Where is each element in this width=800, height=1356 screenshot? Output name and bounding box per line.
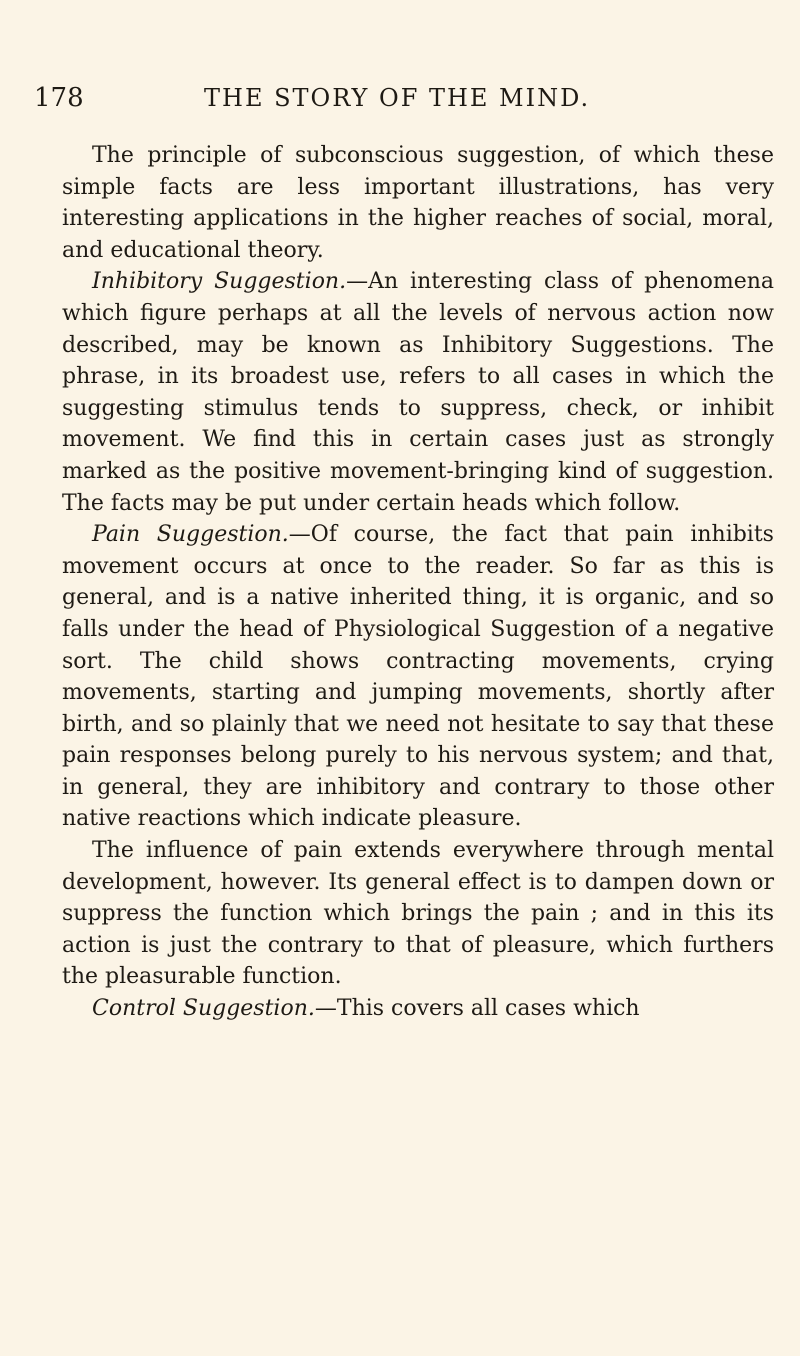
running-head-title: THE STORY OF THE MIND. — [204, 84, 591, 112]
section-heading-pain-suggestion: Pain Suggestion. — [92, 522, 289, 548]
page-number: 178 — [34, 83, 84, 113]
body-text — [62, 140, 774, 1025]
section-heading-control-suggestion: Control Suggestion. — [92, 996, 315, 1022]
paragraph-text: —This covers all cases which — [314, 996, 640, 1022]
paragraph-control-suggestion — [62, 993, 774, 1025]
paragraph-text: —An interesting class of phenomena which figure perhaps at all the levels of nervous action now described, may be known as Inhibitory Suggestions. The phrase, in its broadest use, refers to all cases in which the suggesting stimulus tends to suppress, check, or inhibit movement. We find this in certain cases just as strongly marked as the positive movement-bringing kind of suggestion. The facts may be put under certain heads which follow. — [62, 269, 775, 516]
section-heading-inhibitory-suggestion: Inhibitory Suggestion. — [92, 269, 347, 295]
paragraph-pain-suggestion — [62, 519, 774, 835]
running-head — [34, 78, 594, 118]
paragraph-influence-of-pain — [62, 835, 774, 993]
paragraph-inhibitory-suggestion — [62, 266, 774, 519]
paragraph-intro — [62, 140, 774, 266]
paragraph-text: The influence of pain extends everywhere through mental development, however. Its general effect is to dampen down or suppress the function which brings the pain ; and in this its action is just the contrary to that of pleasure, which furthers the pleasurable function. — [62, 838, 774, 990]
paragraph-text: The principle of subconscious suggestion, of which these simple facts are less important illustrations, has very interesting applications in the higher reaches of social, moral, and educational theory. — [62, 143, 774, 263]
paragraph-text: —Of course, the fact that pain inhibits movement occurs at once to the reader. So far as this is general, and is a native inherited thing, it is organic, and so falls under the head of Physiological Suggestion of a negative sort. The child shows contracting movements, crying movements, starting and jumping movements, shortly after birth, and so plainly that we need not hesitate to say that these pain responses belong purely to his nervous system; and that, in general, they are inhibitory and contrary to those other native reactions which indicate pleasure. — [62, 522, 774, 832]
